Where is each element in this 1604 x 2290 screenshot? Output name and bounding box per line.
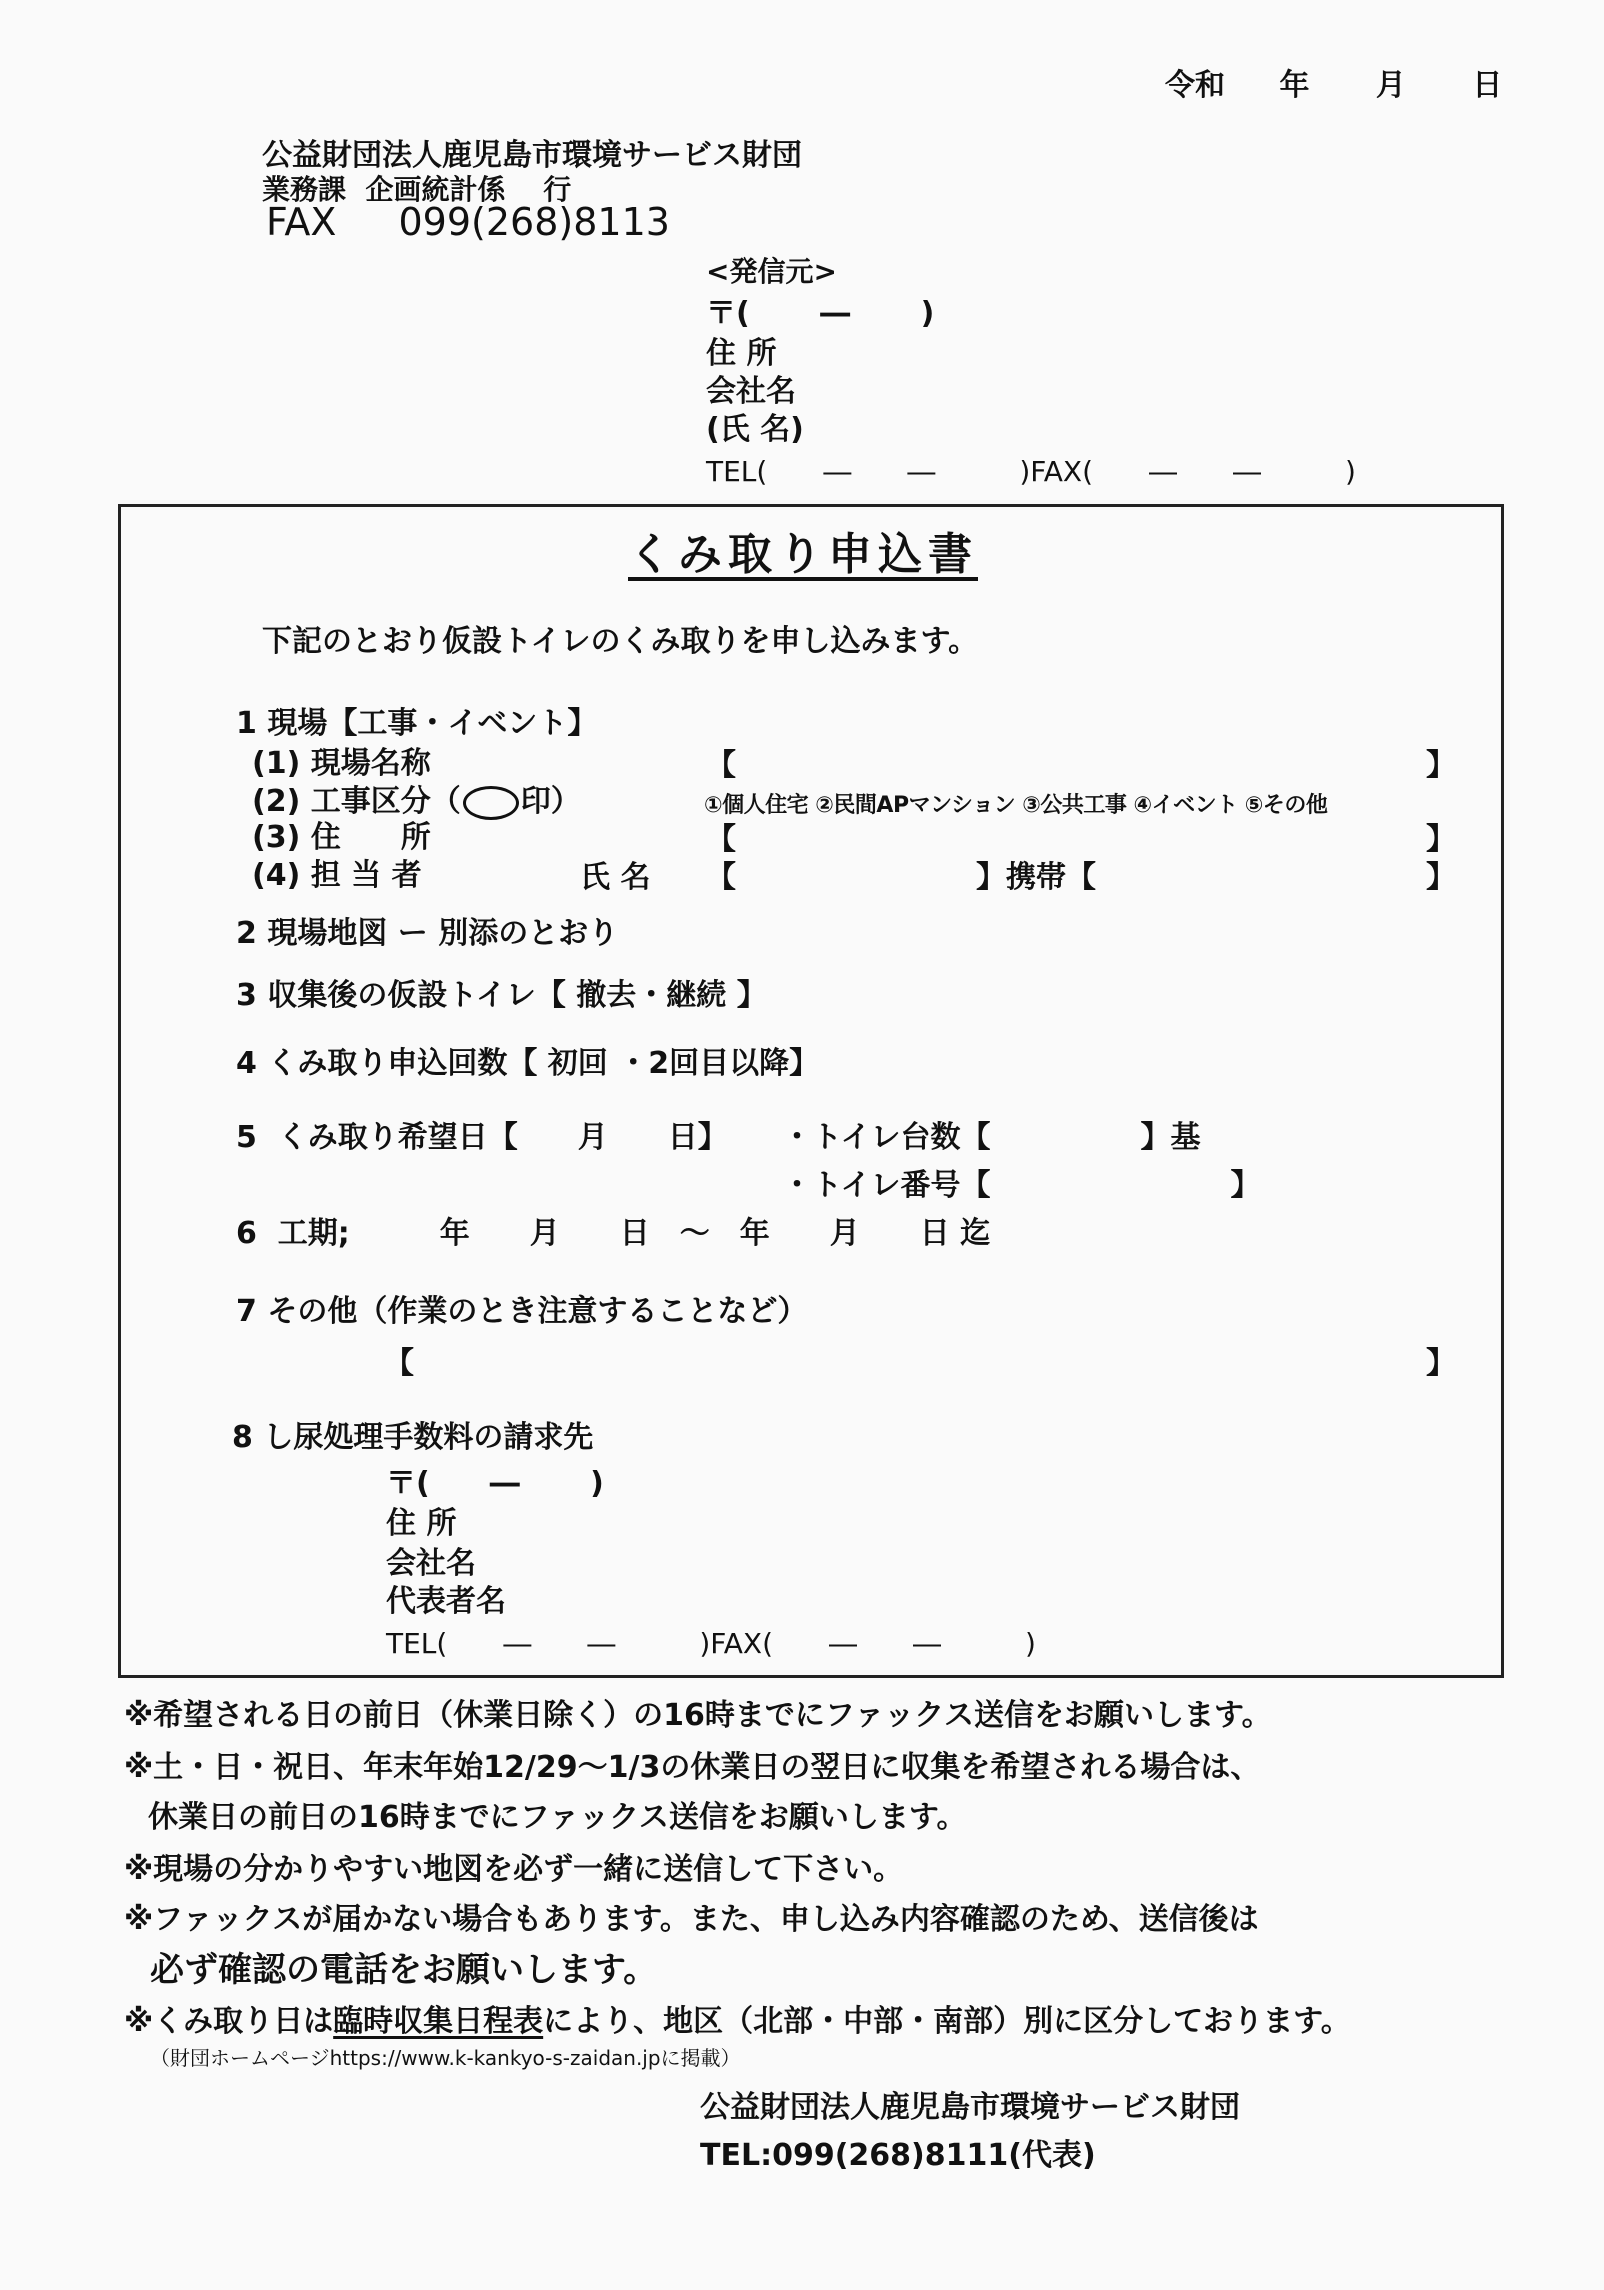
item1-heading: 1 現場【工事・イベント】 xyxy=(236,706,598,741)
date-line xyxy=(1165,60,1502,104)
contact-name-label: 氏 名 xyxy=(580,860,651,895)
note-4a: ※ファックスが届かない場合もあります。また、申し込み内容確認のため、送信後は xyxy=(124,1902,1259,1937)
item2-site-map: 2 現場地図 ー 別添のとおり xyxy=(236,916,619,951)
item3-toilet-after: 3 収集後の仮設トイレ【 撤去・継続 】 xyxy=(236,978,767,1013)
fax-label: FAX xyxy=(266,200,337,244)
note-2b: 休業日の前日の16時までにファックス送信をお願いします。 xyxy=(148,1800,967,1835)
recipient-org: 公益財団法人鹿児島市環境サービス財団 xyxy=(262,138,802,173)
item4-request-count: 4 くみ取り申込回数【 初回 ・2回目以降】 xyxy=(236,1046,820,1081)
item8-address: 住 所 xyxy=(386,1506,457,1541)
form-intro: 下記のとおり仮設トイレのくみ取りを申し込みます。 xyxy=(262,624,979,659)
fax-number: 099(268)8113 xyxy=(398,200,670,244)
sender-name: (氏 名) xyxy=(706,412,804,447)
date-day: 日 xyxy=(1472,68,1503,103)
work-type-options: ①個人住宅 ②民間APマンション ③公共工事 ④イベント ⑤その他 xyxy=(704,793,1328,818)
work-type-suffix: 印） xyxy=(520,784,581,819)
item8-company: 会社名 xyxy=(386,1546,476,1581)
sender-heading: <発信元> xyxy=(706,255,837,288)
address-bracket-close: 】 xyxy=(1426,822,1456,857)
note-5-pre: ※くみ取り日は xyxy=(124,2004,334,2039)
recipient-dept: 業務課 企画統計係 行 xyxy=(262,173,572,206)
note-5-post: により、地区（北部・中部・南部）別に区分しております。 xyxy=(543,2004,1351,2039)
note-1: ※希望される日の前日（休業日除く）の16時までにファックス送信をお願いします。 xyxy=(124,1698,1272,1733)
site-name-bracket-close: 】 xyxy=(1426,748,1456,783)
date-era: 令和 xyxy=(1165,68,1225,103)
contact-bracket-close: 】 xyxy=(1426,860,1456,895)
item1-site-name-label: (1) 現場名称 xyxy=(252,746,431,781)
note-5 xyxy=(124,1996,1351,2040)
sender-address: 住 所 xyxy=(706,336,777,371)
footer-tel: TEL:099(268)8111(代表) xyxy=(700,2138,1096,2173)
item7-bracket-close: 】 xyxy=(1426,1346,1456,1381)
item7-bracket-open: 【 xyxy=(384,1346,414,1381)
sender-company: 会社名 xyxy=(706,374,796,409)
item5-toilet-number: ・トイレ番号【 】 xyxy=(782,1168,1261,1203)
item6-work-period: 6 工期; 年 月 日 ～ 年 月 日 迄 xyxy=(236,1216,991,1251)
form-title: くみ取り申込書 xyxy=(628,529,978,580)
note-2a: ※土・日・祝日、年末年始12/29～1/3の休業日の翌日に収集を希望される場合は、 xyxy=(124,1750,1261,1785)
note-5-schedule: 臨時収集日程表 xyxy=(333,2004,544,2039)
address-bracket-open: 【 xyxy=(706,822,736,857)
footer-org: 公益財団法人鹿児島市環境サービス財団 xyxy=(700,2090,1240,2125)
date-year: 年 xyxy=(1279,68,1310,103)
item5-desired-date: 5 くみ取り希望日【 月 日】 xyxy=(236,1120,728,1155)
note-3: ※現場の分かりやすい地図を必ず一緒に送信して下さい。 xyxy=(124,1852,904,1887)
site-name-bracket-open: 【 xyxy=(706,748,736,783)
work-type-label-text: (2) 工事区分（ xyxy=(252,784,461,819)
sender-postal: 〒( ― ) xyxy=(706,296,935,331)
item8-tel-fax: TEL( ― ― )FAX( ― ― ) xyxy=(386,1627,1036,1660)
item5-toilet-count: ・トイレ台数【 】基 xyxy=(782,1120,1201,1155)
date-month: 月 xyxy=(1375,68,1406,103)
note-6-homepage: （財団ホームページhttps://www.k-kankyo-s-zaidan.jpに掲載） xyxy=(150,2046,741,2070)
item1-address-label: (3) 住 所 xyxy=(252,820,431,855)
contact-name-mobile-bracket: 【 】携帯【 xyxy=(706,860,1096,895)
item8-representative: 代表者名 xyxy=(386,1584,506,1619)
recipient-fax xyxy=(266,200,670,244)
item7-other: 7 その他（作業のとき注意することなど） xyxy=(236,1294,808,1329)
item8-postal: 〒( ― ) xyxy=(386,1466,604,1501)
circle-mark xyxy=(463,786,519,820)
note-4b: 必ず確認の電話をお願いします。 xyxy=(150,1950,658,1990)
item1-contact-label: (4) 担 当 者 xyxy=(252,858,422,893)
item8-billing-heading: 8 し尿処理手数料の請求先 xyxy=(232,1420,594,1455)
application-form-box xyxy=(118,504,1504,1678)
sender-tel: TEL( ― ― )FAX( ― ― ) xyxy=(706,455,1356,488)
